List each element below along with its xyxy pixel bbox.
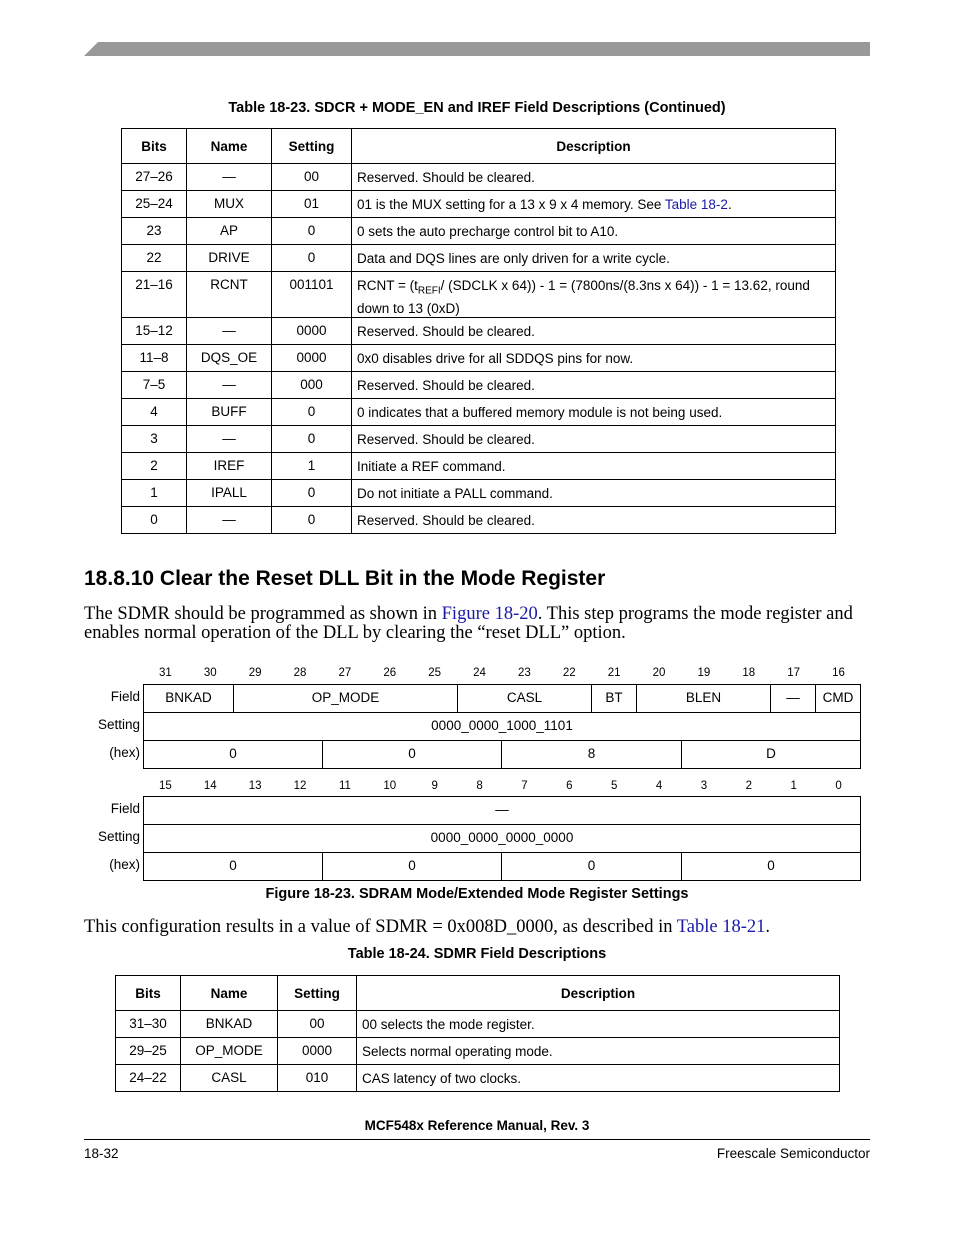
table-18-21-link[interactable]: Table 18-21 bbox=[676, 917, 766, 937]
lower-setting-value: 0000_0000_0000_0000 bbox=[143, 824, 861, 853]
field-op-mode: OP_MODE bbox=[233, 684, 458, 713]
cell-name: — bbox=[187, 164, 272, 191]
cell-description: Reserved. Should be cleared. bbox=[352, 426, 836, 453]
table1-header-name: Name bbox=[187, 129, 272, 164]
bit-number: 18 bbox=[742, 667, 756, 679]
bit-number: 12 bbox=[293, 780, 307, 792]
cell-bits: 0 bbox=[122, 507, 187, 534]
cell-bits: 31–30 bbox=[116, 1011, 181, 1038]
cell-setting: 0 bbox=[272, 480, 352, 507]
bit-number: 6 bbox=[566, 780, 573, 792]
footer-title: MCF548x Reference Manual, Rev. 3 bbox=[364, 1118, 590, 1133]
cell-name: — bbox=[187, 426, 272, 453]
lower-hex-nibble: 0 bbox=[501, 852, 682, 881]
lower-field-reserved: — bbox=[143, 796, 861, 825]
table2-caption: Table 18-24. SDMR Field Descriptions bbox=[347, 946, 607, 962]
cell-name: MUX bbox=[187, 191, 272, 218]
cell-bits: 22 bbox=[122, 245, 187, 272]
cell-setting: 01 bbox=[272, 191, 352, 218]
upper-setting-value: 0000_0000_1000_1101 bbox=[143, 712, 861, 741]
cell-bits: 1 bbox=[122, 480, 187, 507]
rcnt-formula-post: / (SDCLK x 64)) - 1 = (7800ns/(8.3ns x 64)) - 1 = 13.62, round down to 13 (0xD) bbox=[357, 278, 810, 316]
cell-name: DRIVE bbox=[187, 245, 272, 272]
cell-bits: 7–5 bbox=[122, 372, 187, 399]
table-row bbox=[122, 480, 836, 507]
upper-hex-nibble: 0 bbox=[143, 740, 323, 769]
table-row bbox=[122, 453, 836, 480]
cell-description: Reserved. Should be cleared. bbox=[352, 164, 836, 191]
upper-hex-nibble: 8 bbox=[501, 740, 682, 769]
cell-name: — bbox=[187, 318, 272, 345]
table-row bbox=[122, 426, 836, 453]
cell-description: Do not initiate a PALL command. bbox=[352, 480, 836, 507]
bit-number: 28 bbox=[293, 667, 307, 679]
bit-number: 16 bbox=[832, 667, 845, 679]
cell-name: — bbox=[187, 507, 272, 534]
cell-bits: 21–16 bbox=[122, 272, 187, 318]
bit-number: 17 bbox=[787, 667, 801, 679]
cell-bits: 25–24 bbox=[122, 191, 187, 218]
field-cmd: CMD bbox=[815, 684, 861, 713]
section-heading: 18.8.10 Clear the Reset DLL Bit in the Mode Register bbox=[84, 567, 606, 590]
table1-header-description: Description bbox=[352, 129, 836, 164]
cell-setting: 0 bbox=[272, 218, 352, 245]
field-blen: BLEN bbox=[636, 684, 771, 713]
bit-number: 31 bbox=[159, 667, 172, 679]
table2 bbox=[115, 975, 840, 1092]
mux-desc-tail: . bbox=[727, 197, 732, 212]
footer-company: Freescale Semiconductor bbox=[716, 1146, 870, 1161]
upper-hex-nibble: D bbox=[681, 740, 861, 769]
lower-hex-nibble: 0 bbox=[143, 852, 323, 881]
bit-number: 11 bbox=[338, 780, 351, 792]
bit-number: 7 bbox=[521, 780, 528, 792]
bit-number: 8 bbox=[476, 780, 483, 792]
bit-number: 4 bbox=[655, 780, 663, 792]
table1 bbox=[121, 128, 836, 534]
footer-page-number: 18-32 bbox=[84, 1146, 119, 1161]
table2-header-description: Description bbox=[357, 976, 840, 1011]
table1-header-row bbox=[122, 129, 836, 164]
field-bt: BT bbox=[591, 684, 637, 713]
cell-setting: 0000 bbox=[272, 345, 352, 372]
cell-description: Data and DQS lines are only driven for a write cycle. bbox=[352, 245, 836, 272]
bit-number: 27 bbox=[338, 667, 352, 679]
cell-name: DQS_OE bbox=[187, 345, 272, 372]
bit-number: 14 bbox=[203, 780, 217, 792]
bit-number: 19 bbox=[697, 667, 711, 679]
cell-description: 0 indicates that a buffered memory module is not being used. bbox=[352, 399, 836, 426]
mux-desc-text: 01 is the MUX setting for a 13 x 9 x 4 memory. See bbox=[357, 197, 665, 212]
rcnt-formula-sub: REFI bbox=[417, 285, 441, 297]
bit-number: 29 bbox=[248, 667, 262, 679]
cell-bits: 27–26 bbox=[122, 164, 187, 191]
cell-setting: 0 bbox=[272, 245, 352, 272]
field-bnkad: BNKAD bbox=[143, 684, 234, 713]
cell-setting: 010 bbox=[278, 1065, 357, 1092]
bit-number: 0 bbox=[835, 780, 842, 792]
table-18-2-link[interactable]: Table 18-2 bbox=[664, 197, 728, 212]
para1-text-tail: . This step programs the mode register and enables normal operation of the DLL by clearing the “reset DLL” option. bbox=[84, 604, 853, 643]
bit-number: 30 bbox=[203, 667, 217, 679]
table-row bbox=[116, 1065, 840, 1092]
table-row bbox=[122, 372, 836, 399]
cell-bits: 23 bbox=[122, 218, 187, 245]
row-label-hex: (hex) bbox=[109, 745, 140, 760]
cell-bits: 24–22 bbox=[116, 1065, 181, 1092]
cell-name: IREF bbox=[187, 453, 272, 480]
cell-setting: 0 bbox=[272, 507, 352, 534]
rcnt-formula-pre: RCNT = (t bbox=[357, 278, 418, 293]
table1-header-setting: Setting bbox=[272, 129, 352, 164]
cell-description: Reserved. Should be cleared. bbox=[352, 318, 836, 345]
cell-name: — bbox=[187, 372, 272, 399]
bit-number: 1 bbox=[790, 780, 797, 792]
cell-description: 00 selects the mode register. bbox=[357, 1011, 840, 1038]
para1-text: The SDMR should be programmed as shown in bbox=[84, 604, 442, 624]
para2-text: This configuration results in a value of SDMR = 0x008D_0000, as described in bbox=[84, 917, 677, 937]
table2-header-bits: Bits bbox=[116, 976, 181, 1011]
bit-number: 10 bbox=[383, 780, 397, 792]
cell-setting: 0000 bbox=[272, 318, 352, 345]
table-row bbox=[122, 164, 836, 191]
cell-description: 0x0 disables drive for all SDDQS pins for now. bbox=[352, 345, 836, 372]
bit-number: 21 bbox=[607, 667, 621, 679]
table-row bbox=[122, 345, 836, 372]
cell-name: BNKAD bbox=[181, 1011, 278, 1038]
field-casl: CASL bbox=[457, 684, 592, 713]
bit-number: 5 bbox=[610, 780, 618, 792]
table1-header-bits: Bits bbox=[122, 129, 187, 164]
lower-hex-nibble: 0 bbox=[322, 852, 502, 881]
cell-setting: 0 bbox=[272, 399, 352, 426]
cell-setting: 00 bbox=[278, 1011, 357, 1038]
cell-bits: 15–12 bbox=[122, 318, 187, 345]
table-row bbox=[122, 191, 836, 218]
cell-description: Reserved. Should be cleared. bbox=[352, 507, 836, 534]
cell-bits: 29–25 bbox=[116, 1038, 181, 1065]
cell-description: Reserved. Should be cleared. bbox=[352, 372, 836, 399]
config-paragraph bbox=[84, 918, 874, 937]
cell-bits: 4 bbox=[122, 399, 187, 426]
cell-description: 0 sets the auto precharge control bit to A10. bbox=[352, 218, 836, 245]
table2-header-row bbox=[116, 976, 840, 1011]
bit-number: 23 bbox=[518, 667, 531, 679]
cell-name: IPALL bbox=[187, 480, 272, 507]
row-label-setting: Setting bbox=[97, 717, 140, 732]
row-label-field: Field bbox=[110, 801, 140, 816]
row-label-field: Field bbox=[110, 689, 140, 704]
header-banner bbox=[84, 42, 870, 56]
lower-hex-nibble: 0 bbox=[681, 852, 861, 881]
cell-description bbox=[352, 272, 836, 318]
cell-name: RCNT bbox=[187, 272, 272, 318]
cell-description: CAS latency of two clocks. bbox=[357, 1065, 840, 1092]
cell-name: BUFF bbox=[187, 399, 272, 426]
cell-description: Initiate a REF command. bbox=[352, 453, 836, 480]
bit-number: 9 bbox=[431, 780, 438, 792]
cell-name: CASL bbox=[181, 1065, 278, 1092]
cell-bits: 2 bbox=[122, 453, 187, 480]
table-row bbox=[122, 507, 836, 534]
cell-bits: 3 bbox=[122, 426, 187, 453]
para2-tail: . bbox=[765, 917, 770, 937]
table-row bbox=[122, 245, 836, 272]
table1-caption: Table 18-23. SDCR + MODE_EN and IREF Field Descriptions (Continued) bbox=[228, 100, 726, 116]
bit-number: 24 bbox=[473, 667, 486, 679]
bit-number: 2 bbox=[745, 780, 753, 792]
cell-setting: 0 bbox=[272, 426, 352, 453]
bit-number: 13 bbox=[248, 780, 262, 792]
upper-hex-nibble: 0 bbox=[322, 740, 502, 769]
table-row bbox=[122, 218, 836, 245]
section-paragraph bbox=[84, 605, 874, 643]
cell-setting: 000 bbox=[272, 372, 352, 399]
bit-number: 22 bbox=[562, 667, 576, 679]
bit-number: 20 bbox=[652, 667, 666, 679]
bit-number: 26 bbox=[383, 667, 397, 679]
row-label-setting: Setting bbox=[97, 829, 140, 844]
figure-caption: Figure 18-23. SDRAM Mode/Extended Mode Register Settings bbox=[265, 886, 689, 902]
bit-number: 15 bbox=[159, 780, 172, 792]
cell-setting: 001101 bbox=[272, 272, 352, 318]
row-label-hex: (hex) bbox=[109, 857, 140, 872]
table-row bbox=[122, 272, 836, 318]
table-row bbox=[122, 399, 836, 426]
cell-description bbox=[352, 191, 836, 218]
cell-name: OP_MODE bbox=[181, 1038, 278, 1065]
table-row bbox=[116, 1038, 840, 1065]
footer-divider bbox=[84, 1139, 870, 1140]
cell-setting: 00 bbox=[272, 164, 352, 191]
cell-setting: 0000 bbox=[278, 1038, 357, 1065]
cell-bits: 11–8 bbox=[122, 345, 187, 372]
cell-setting: 1 bbox=[272, 453, 352, 480]
cell-name: AP bbox=[187, 218, 272, 245]
cell-description: Selects normal operating mode. bbox=[357, 1038, 840, 1065]
field-reserved: — bbox=[770, 684, 816, 713]
bit-number: 25 bbox=[428, 667, 442, 679]
table-row bbox=[122, 318, 836, 345]
table2-header-setting: Setting bbox=[278, 976, 357, 1011]
bit-number: 3 bbox=[700, 780, 708, 792]
figure-18-20-link[interactable]: Figure 18-20 bbox=[441, 604, 538, 624]
table2-header-name: Name bbox=[181, 976, 278, 1011]
table-row bbox=[116, 1011, 840, 1038]
